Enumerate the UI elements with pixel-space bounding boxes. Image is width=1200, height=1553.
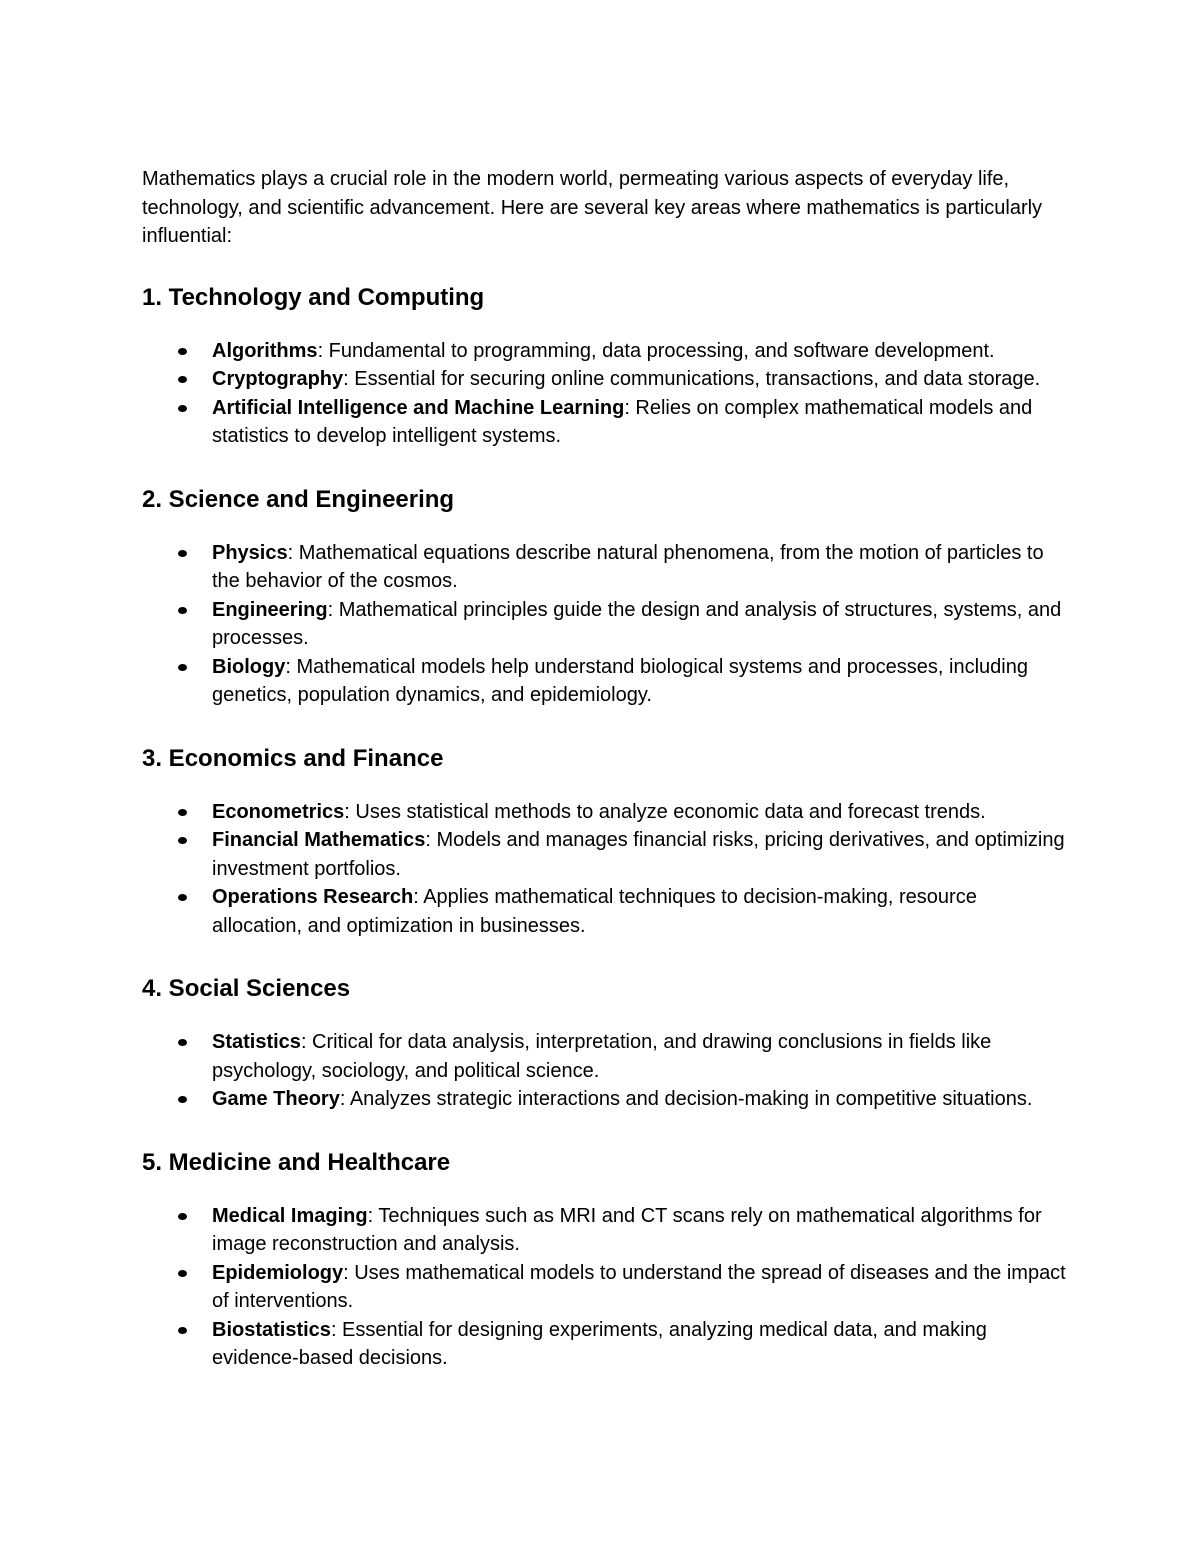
document-page xyxy=(142,165,1067,1407)
section-social-sciences xyxy=(142,974,1067,1114)
item-text: : Models and manages financial risks, pricing derivatives, and optimizing investment portfolios. xyxy=(212,829,1065,880)
list-item xyxy=(142,1028,1067,1085)
list-item xyxy=(142,653,1067,710)
item-text: : Critical for data analysis, interpretation, and drawing conclusions in fields like psychology, sociology, and political science. xyxy=(212,1031,992,1082)
list-item xyxy=(142,1259,1067,1316)
list-item xyxy=(142,883,1067,940)
item-term: Artificial Intelligence and Machine Learning xyxy=(212,396,625,419)
list-item xyxy=(142,1202,1067,1259)
list-item xyxy=(142,337,1067,366)
item-term: Epidemiology xyxy=(212,1261,344,1284)
bullet-icon xyxy=(178,405,187,412)
bullet-list xyxy=(142,1028,1067,1114)
bullet-list xyxy=(142,798,1067,941)
list-item xyxy=(142,1085,1067,1114)
bullet-list xyxy=(142,539,1067,710)
list-item xyxy=(142,1316,1067,1373)
intro-paragraph: Mathematics plays a crucial role in the modern world, permeating various aspects of everyday life, technology, and scientific advancement. Here are several key areas where mathematics is particularly influential: xyxy=(142,168,1043,247)
section-medicine-and-healthcare xyxy=(142,1148,1067,1373)
bullet-icon xyxy=(178,1213,187,1220)
item-text: : Mathematical models help understand biological systems and processes, including genetics, population dynamics, and epidemiology. xyxy=(212,655,1028,706)
bullet-icon xyxy=(178,550,187,557)
item-term: Physics xyxy=(212,541,288,564)
item-term: Engineering xyxy=(212,598,328,621)
bullet-icon xyxy=(178,1096,187,1103)
list-item xyxy=(142,365,1067,394)
list-item xyxy=(142,798,1067,827)
list-item xyxy=(142,539,1067,596)
item-text: : Analyzes strategic interactions and decision-making in competitive situations. xyxy=(339,1088,1033,1110)
item-text: : Essential for securing online communications, transactions, and data storage. xyxy=(343,368,1041,390)
section-science-and-engineering xyxy=(142,485,1067,710)
item-text: : Uses statistical methods to analyze economic data and forecast trends. xyxy=(344,800,986,823)
item-term: Econometrics xyxy=(212,800,345,823)
item-text: : Mathematical equations describe natural phenomena, from the motion of particles to the behavior of the cosmos. xyxy=(212,541,1044,592)
bullet-icon xyxy=(178,894,187,901)
bullet-icon xyxy=(178,607,187,614)
item-term: Game Theory xyxy=(212,1088,340,1110)
item-text: : Essential for designing experiments, analyzing medical data, and making evidence-based decisions. xyxy=(212,1318,987,1369)
item-term: Medical Imaging xyxy=(212,1204,368,1227)
section-heading: 2. Science and Engineering xyxy=(142,485,455,513)
bullet-list xyxy=(142,337,1067,451)
item-text: : Mathematical principles guide the design and analysis of structures, systems, and processes. xyxy=(212,598,1062,649)
bullet-icon xyxy=(178,376,187,383)
item-text: : Fundamental to programming, data processing, and software development. xyxy=(317,339,995,362)
bullet-icon xyxy=(178,664,187,671)
sections-container xyxy=(142,283,1067,1373)
section-heading: 4. Social Sciences xyxy=(142,975,351,1002)
section-technology-and-computing xyxy=(142,283,1067,451)
bullet-icon xyxy=(178,809,187,816)
section-heading: 3. Economics and Finance xyxy=(142,744,444,772)
bullet-icon xyxy=(178,1270,187,1277)
item-term: Statistics xyxy=(212,1031,301,1053)
list-item xyxy=(142,394,1067,451)
bullet-list xyxy=(142,1202,1067,1373)
list-item xyxy=(142,826,1067,883)
item-term: Operations Research xyxy=(212,886,414,908)
section-heading: 1. Technology and Computing xyxy=(142,283,485,311)
bullet-icon xyxy=(178,1327,187,1334)
section-economics-and-finance xyxy=(142,744,1067,941)
item-term: Algorithms xyxy=(212,339,318,362)
item-text: : Uses mathematical models to understand the spread of diseases and the impact of interventions. xyxy=(212,1261,1066,1312)
bullet-icon xyxy=(178,348,187,355)
item-text: : Relies on complex mathematical models and statistics to develop intelligent systems. xyxy=(212,396,1033,447)
item-term: Cryptography xyxy=(212,368,344,390)
bullet-icon xyxy=(178,1039,187,1046)
item-text: : Applies mathematical techniques to decision-making, resource allocation, and optimization in businesses. xyxy=(212,886,977,937)
list-item xyxy=(142,596,1067,653)
item-term: Biostatistics xyxy=(212,1318,331,1341)
bullet-icon xyxy=(178,837,187,844)
item-term: Biology xyxy=(212,655,286,678)
item-text: : Techniques such as MRI and CT scans rely on mathematical algorithms for image reconstruction and analysis. xyxy=(212,1204,1042,1255)
item-term: Financial Mathematics xyxy=(212,829,426,851)
section-heading: 5. Medicine and Healthcare xyxy=(142,1148,451,1176)
